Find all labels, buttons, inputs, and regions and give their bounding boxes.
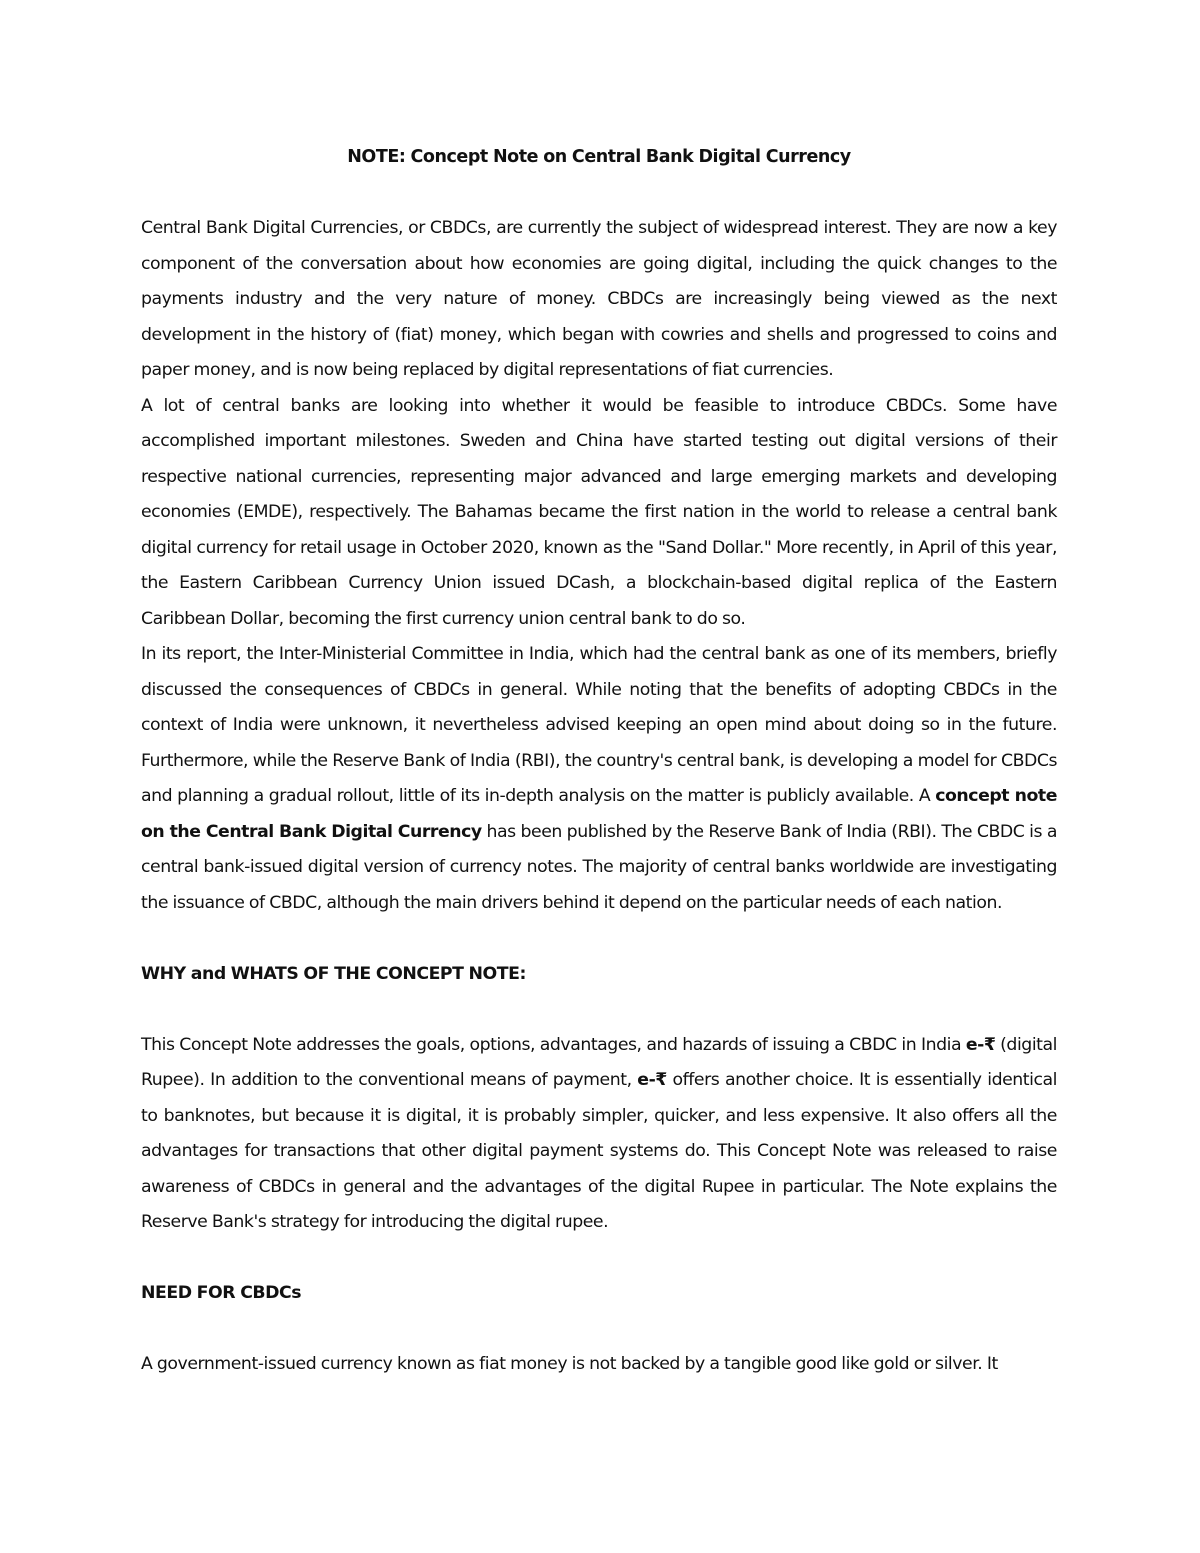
- why-paragraph-mid: (digital Rupee). In addition to the conventional means of payment,: [141, 1034, 1057, 1090]
- section-heading-why: WHY and WHATS OF THE CONCEPT NOTE:: [141, 963, 526, 984]
- intro-paragraph-2: A lot of central banks are looking into whether it would be feasible to introduce CBDCs. Some have accomplished important milestones. Sweden and China have started testing out digital versions of their respective national currencies, representing major advanced and large emerging markets and developing economies (EMDE), respectively. The Bahamas became the first nation in the world to release a central bank digital currency for retail usage in October 2020, known as the "Sand Dollar." More recently, in April of this year, the Eastern Caribbean Currency Union issued DCash, a blockchain-based digital replica of the Eastern Caribbean Dollar, becoming the first currency union central bank to do so.: [141, 395, 1057, 629]
- section-heading-need: NEED FOR CBDCs: [141, 1283, 302, 1303]
- e-rupee-symbol: e-₹: [965, 1034, 996, 1055]
- why-paragraph-end: offers another choice. It is essentially identical to banknotes, but because it is digital, it is probably simpler, quicker, and less expensive. It also offers all the advantages for transactions that other digital payment systems do. This Concept Note was released to raise awareness of CBDCs in general and the advantages of the digital Rupee in particular. The Note explains the Reserve Bank's strategy for introducing the digital rupee.: [141, 1070, 1057, 1232]
- document-page: [141, 140, 1057, 1383]
- e-rupee-symbol: e-₹: [637, 1070, 667, 1090]
- document-title: NOTE: Concept Note on Central Bank Digital Currency: [347, 147, 851, 167]
- intro-paragraph-3-end: has been published by the Reserve Bank of India (RBI). The CBDC is a central bank-issued digital version of currency notes. The majority of central banks worldwide are investigating the issuance of CBDC, although the main drivers behind it depend on the particular needs of each nation.: [141, 821, 1058, 913]
- why-paragraph-start: This Concept Note addresses the goals, options, advantages, and hazards of issuing a CBDC in India: [141, 1034, 966, 1055]
- intro-paragraph-1: Central Bank Digital Currencies, or CBDCs, are currently the subject of widespread interest. They are now a key component of the conversation about how economies are going digital, including the quick changes to the payments industry and the very nature of money. CBDCs are increasingly being viewed as the next development in the history of (fiat) money, which began with cowries and shells and progressed to coins and paper money, and is now being replaced by digital representations of fiat currencies.: [141, 218, 1057, 380]
- concept-note-bold-phrase: concept note on the Central Bank Digital Currency: [141, 786, 1057, 842]
- intro-paragraph-3: [141, 637, 1057, 921]
- why-paragraph: [141, 1028, 1057, 1241]
- intro-paragraph-3-start: In its report, the Inter-Ministerial Committee in India, which had the central bank as one of its members, briefly discussed the consequences of CBDCs in general. While noting that the benefits of adopting CBDCs in the context of India were unknown, it nevertheless advised keeping an open mind about doing so in the future. Furthermore, while the Reserve Bank of India (RBI), the country's central bank, is developing a model for CBDCs and planning a gradual rollout, little of its in-depth analysis on the matter is publicly available. A: [141, 644, 1057, 806]
- need-paragraph: A government-issued currency known as fiat money is not backed by a tangible good like gold or silver. It: [141, 1354, 998, 1374]
